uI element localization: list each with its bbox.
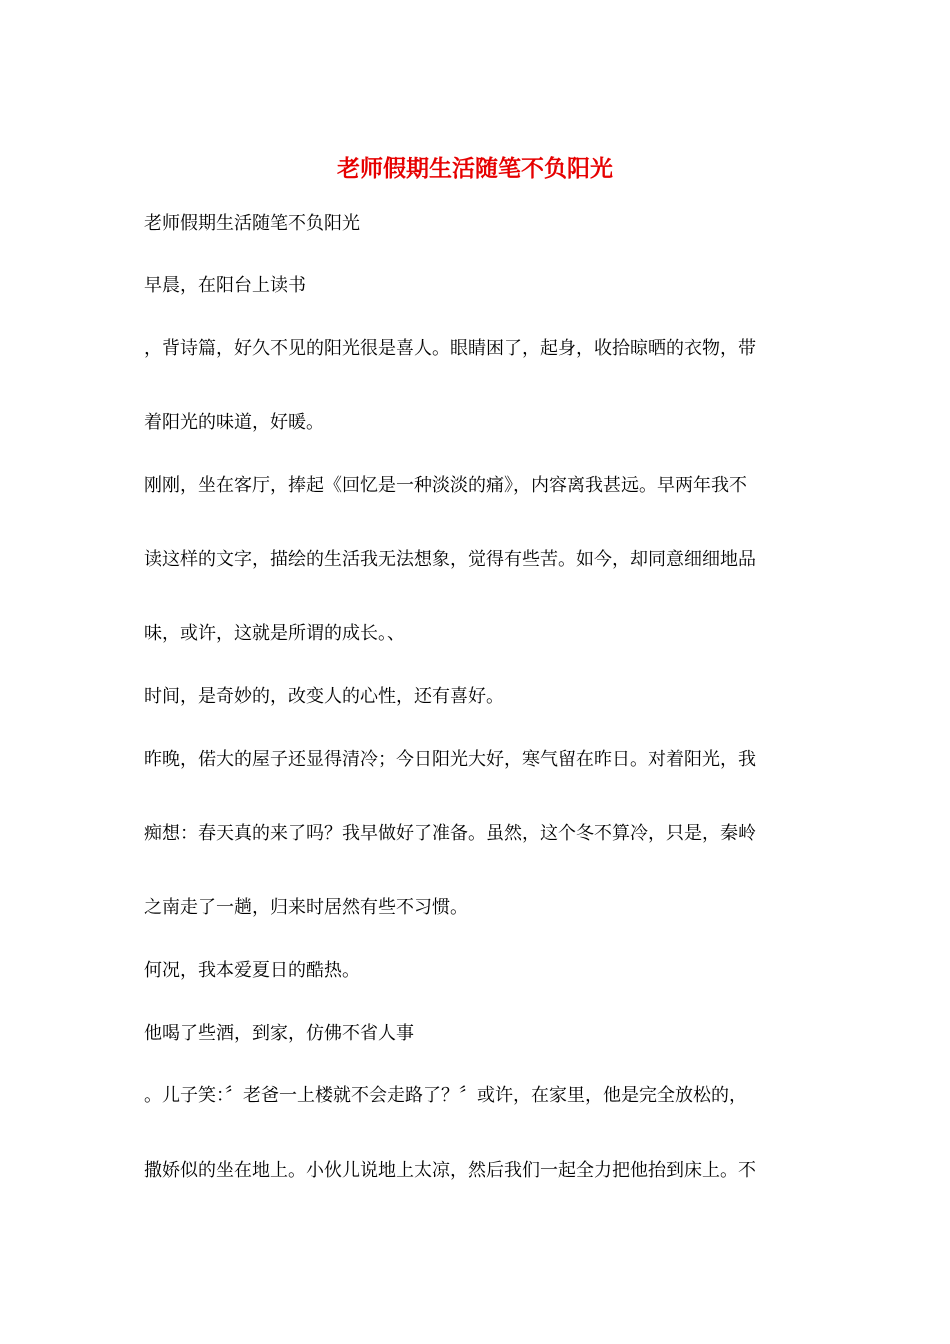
subtitle-line: 老师假期生活随笔不负阳光: [144, 213, 360, 234]
paragraph-line: 何况，我本爱夏日的酷热。: [144, 960, 360, 981]
paragraph-line: 读这样的文字，描绘的生活我无法想象，觉得有些苦。如今，却同意细细地品: [144, 549, 756, 570]
paragraph-line: 。儿子笑：〞老爸一上楼就不会走路了？〞或许，在家里，他是完全放松的，: [144, 1085, 747, 1106]
paragraph-line: 之南走了一趟，归来时居然有些不习惯。: [144, 897, 468, 918]
paragraph-line: 味，或许，这就是所谓的成长。、: [144, 623, 405, 644]
paragraph-line: 着阳光的味道，好暖。: [144, 412, 324, 433]
paragraph-line: ，背诗篇，好久不见的阳光很是喜人。眼睛困了，起身，收拾晾晒的衣物，带: [144, 338, 756, 359]
paragraph-line: 他喝了些酒，到家，仿佛不省人事: [144, 1023, 414, 1044]
paragraph-line: 痴想：春天真的来了吗？我早做好了准备。虽然，这个冬不算冷，只是，秦岭: [144, 823, 756, 844]
paragraph-line: 早晨，在阳台上读书: [144, 275, 306, 296]
paragraph-line: 刚刚，坐在客厅，捧起《回忆是一种淡淡的痛》，内容离我甚远。早两年我不: [144, 475, 747, 496]
paragraph-line: 撒娇似的坐在地上。小伙儿说地上太凉，然后我们一起全力把他抬到床上。不: [144, 1160, 756, 1181]
paragraph-line: 昨晚，偌大的屋子还显得清冷；今日阳光大好，寒气留在昨日。对着阳光，我: [144, 749, 756, 770]
document-title: 老师假期生活随笔不负阳光: [337, 155, 613, 182]
paragraph-line: 时间，是奇妙的，改变人的心性，还有喜好。: [144, 686, 504, 707]
